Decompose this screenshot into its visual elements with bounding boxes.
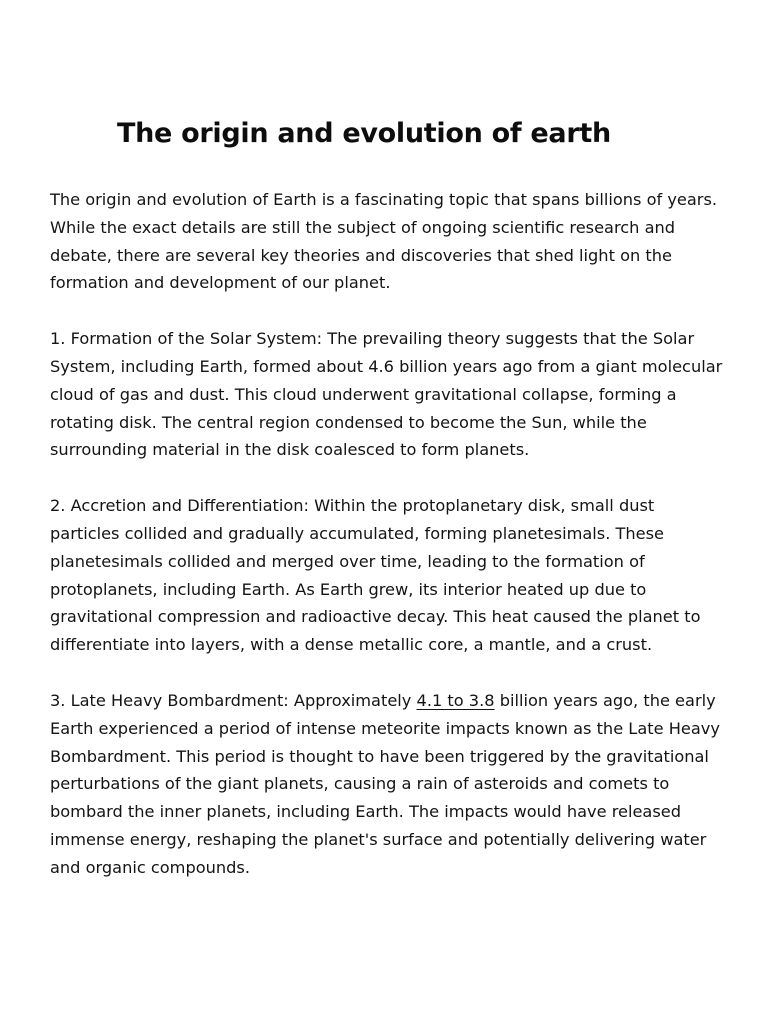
section-accretion-paragraph: 2. Accretion and Differentiation: Within the protoplanetary disk, small dust particles collided and gradually accumulated, forming planetesimals. These planetesimals collided and merged over time, leading to the formation of protoplanets, including Earth. As Earth grew, its interior heated up due to gravitational compression and radioactive decay. This heat caused the planet to differentiate into layers, with a dense metallic core, a mantle, and a crust. xyxy=(50,496,701,655)
bombardment-text-end: billion years ago, the early Earth experienced a period of intense meteorite impacts known as the Late Heavy Bombardment. This period is thought to have been triggered by the gravitational perturbations of the giant planets, causing a rain of asteroids and comets to bombard the inner planets, including Earth. The impacts would have released immense energy, reshaping the planet's surface and potentially delivering water and organic compounds. xyxy=(50,690,720,877)
bombardment-text-start: 3. Late Heavy Bombardment: Approximately xyxy=(50,690,417,710)
section-bombardment-paragraph xyxy=(50,687,726,882)
intro-paragraph: The origin and evolution of Earth is a fascinating topic that spans billions of years. While the exact details are still the subject of ongoing scientific research and debate, there are several key theories and discoveries that shed light on the formation and development of our planet. xyxy=(50,190,718,293)
document-body xyxy=(50,186,726,910)
section-formation-paragraph: 1. Formation of the Solar System: The prevailing theory suggests that the Solar System, including Earth, formed about 4.6 billion years ago from a giant molecular cloud of gas and dust. This cloud underwent gravitational collapse, forming a rotating disk. The central region condensed to become the Sun, while the surrounding material in the disk coalesced to form planets. xyxy=(50,329,723,460)
page-title: The origin and evolution of earth xyxy=(117,118,611,149)
date-range-link[interactable]: 4.1 to 3.8 xyxy=(416,690,495,710)
